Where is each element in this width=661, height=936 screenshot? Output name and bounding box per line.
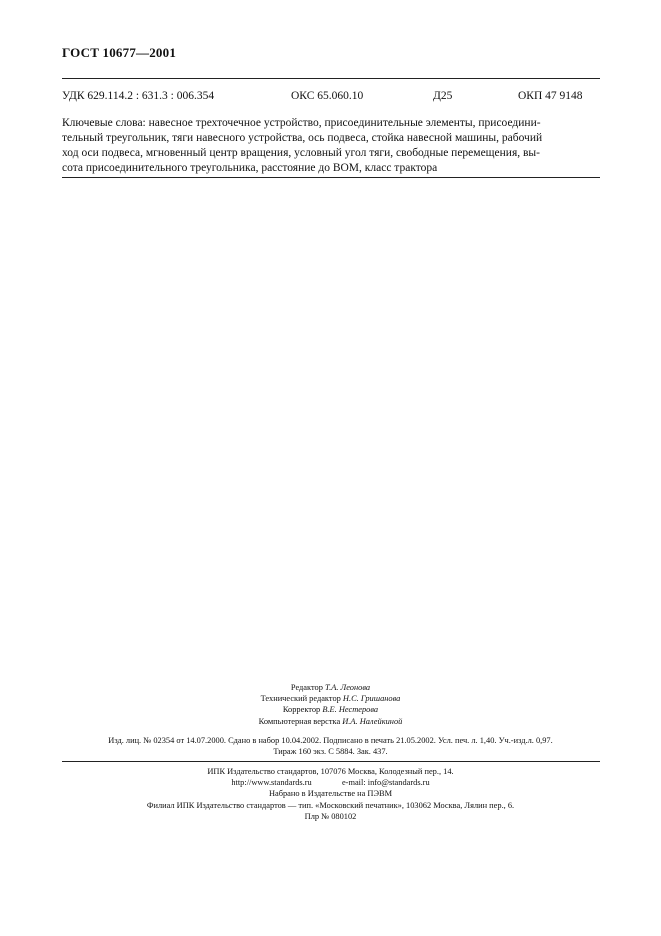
tech-editor-role: Технический редактор [260,694,341,704]
print-details-line: Изд. лиц. № 02354 от 14.07.2000. Сдано в набор 10.04.2002. Подписано в печать 21.05.2002. Усл. печ. л. 1,40. Уч.-изд.л. 0,97. [108,736,553,745]
license-number: Плр № 080102 [304,811,357,821]
typesetting-note: Набрано в Издательстве на ПЭВМ [268,789,393,799]
top-divider [62,78,600,79]
corrector-name: В.Е. Нестерова [322,705,379,715]
keywords-line: Ключевые слова: навесное трехточечное устройство, присоединительные элементы, присоедини- [62,117,541,129]
keywords-paragraph [62,116,595,176]
publisher-block [0,766,661,822]
keywords-line: тельный треугольник, тяги навесного устройства, ось подвеса, стойка навесной машины, рабочий [62,132,543,144]
editor-name: Т.А. Леонова [325,683,371,692]
layout-role: Компьютерная верстка [258,716,341,726]
keywords-divider [62,177,600,178]
publisher-contacts [0,777,661,788]
udk-code: УДК 629.114.2 : 631.3 : 006.354 [62,90,215,102]
publisher-website: http://www.standards.ru [231,778,312,788]
imprint-divider [62,761,600,762]
tech-editor-line [0,693,661,704]
oks-code: ОКС 65.060.10 [291,90,364,102]
print-details-block [0,735,661,757]
print-run-line: Тираж 160 экз. С 5884. Зак. 437. [273,747,388,757]
tech-editor-name: Н.С. Гришанова [342,694,401,704]
corrector-line [0,704,661,715]
layout-name: И.А. Налейкиной [342,716,403,726]
keywords-line: ход оси подвеса, мгновенный центр вращения, условный угол тяги, свободные перемещения, вы- [62,147,540,159]
publisher-address: ИПК Издательство стандартов, 107076 Москва, Колодезный пер., 14. [207,767,454,776]
group-code: Д25 [433,90,453,102]
document-title: ГОСТ 10677—2001 [62,45,177,60]
editors-block [0,682,661,727]
editor-line [0,682,661,693]
editor-role: Редактор [290,683,323,692]
publisher-email: e-mail: info@standards.ru [341,778,430,788]
classification-row [62,90,600,106]
keywords-line: сота присоединительного треугольника, расстояние до ВОМ, класс трактора [62,162,438,174]
layout-line [0,716,661,727]
corrector-role: Корректор [282,705,321,715]
printing-house: Филиал ИПК Издательство стандартов — тип. «Московский печатник», 103062 Москва, Лялин пер., 6. [146,800,515,810]
okp-code: ОКП 47 9148 [518,90,583,102]
